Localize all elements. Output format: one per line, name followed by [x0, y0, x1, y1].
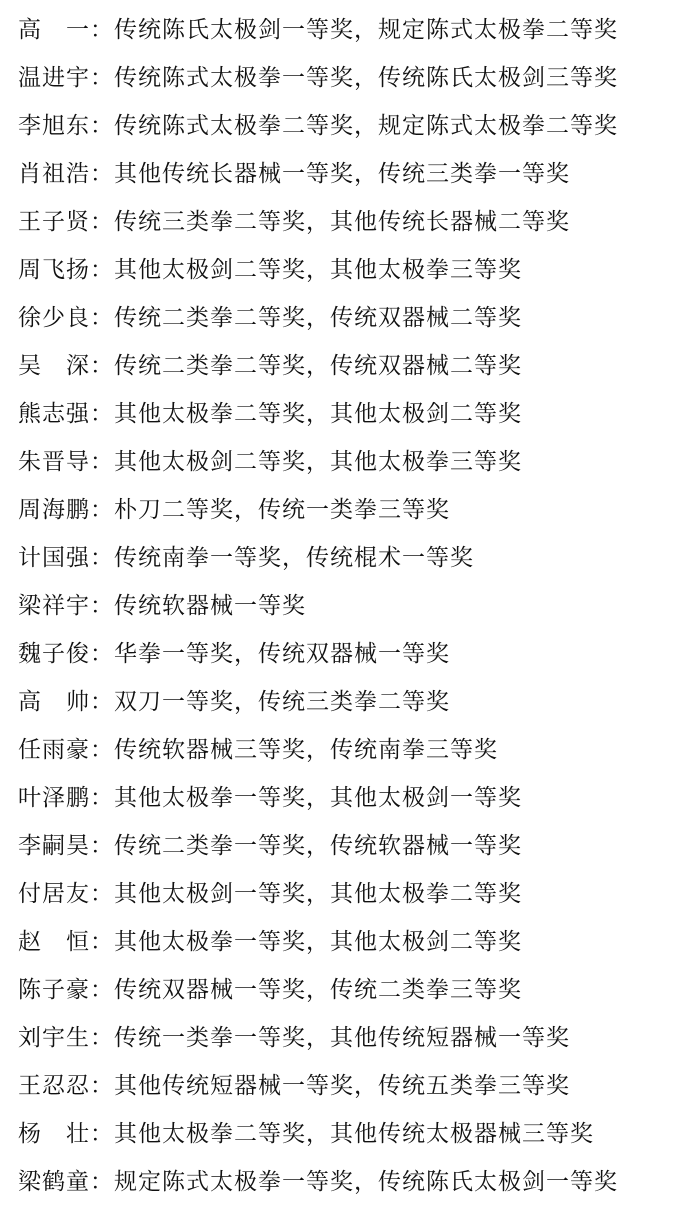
award-line: 徐少良：传统二类拳二等奖，传统双器械二等奖	[18, 305, 522, 331]
award-line: 肖祖浩：其他传统长器械一等奖，传统三类拳一等奖	[18, 161, 570, 187]
award-line: 高 帅：双刀一等奖，传统三类拳二等奖	[18, 689, 450, 715]
award-line: 魏子俊：华拳一等奖，传统双器械一等奖	[18, 641, 450, 667]
award-line: 熊志强：其他太极拳二等奖，其他太极剑二等奖	[18, 401, 522, 427]
award-line: 王子贤：传统三类拳二等奖，其他传统长器械二等奖	[18, 209, 570, 235]
award-line: 梁祥宇：传统软器械一等奖	[18, 593, 306, 619]
award-line: 刘宇生：传统一类拳一等奖，其他传统短器械一等奖	[18, 1025, 570, 1051]
award-line: 计国强：传统南拳一等奖，传统棍术一等奖	[18, 545, 474, 571]
award-line: 付居友：其他太极剑一等奖，其他太极拳二等奖	[18, 881, 522, 907]
award-line: 李旭东：传统陈式太极拳二等奖，规定陈式太极拳二等奖	[18, 113, 618, 139]
award-line: 吴 深：传统二类拳二等奖，传统双器械二等奖	[18, 353, 522, 379]
award-line: 杨 壮：其他太极拳二等奖，其他传统太极器械三等奖	[18, 1121, 594, 1147]
award-line: 李嗣昊：传统二类拳一等奖，传统软器械一等奖	[18, 833, 522, 859]
award-line: 陈子豪：传统双器械一等奖，传统二类拳三等奖	[18, 977, 522, 1003]
award-line: 高 一：传统陈氏太极剑一等奖，规定陈式太极拳二等奖	[18, 17, 618, 43]
award-line: 朱晋导：其他太极剑二等奖，其他太极拳三等奖	[18, 449, 522, 475]
award-line: 叶泽鹏：其他太极拳一等奖，其他太极剑一等奖	[18, 785, 522, 811]
award-line: 王忍忍：其他传统短器械一等奖，传统五类拳三等奖	[18, 1073, 570, 1099]
award-line: 温进宇：传统陈式太极拳一等奖，传统陈氏太极剑三等奖	[18, 65, 618, 91]
award-line: 周飞扬：其他太极剑二等奖，其他太极拳三等奖	[18, 257, 522, 283]
award-line: 赵 恒：其他太极拳一等奖，其他太极剑二等奖	[18, 929, 522, 955]
award-line: 周海鹏：朴刀二等奖，传统一类拳三等奖	[18, 497, 450, 523]
award-line: 梁鹤童：规定陈式太极拳一等奖，传统陈氏太极剑一等奖	[18, 1169, 618, 1195]
award-line: 任雨豪：传统软器械三等奖，传统南拳三等奖	[18, 737, 498, 763]
